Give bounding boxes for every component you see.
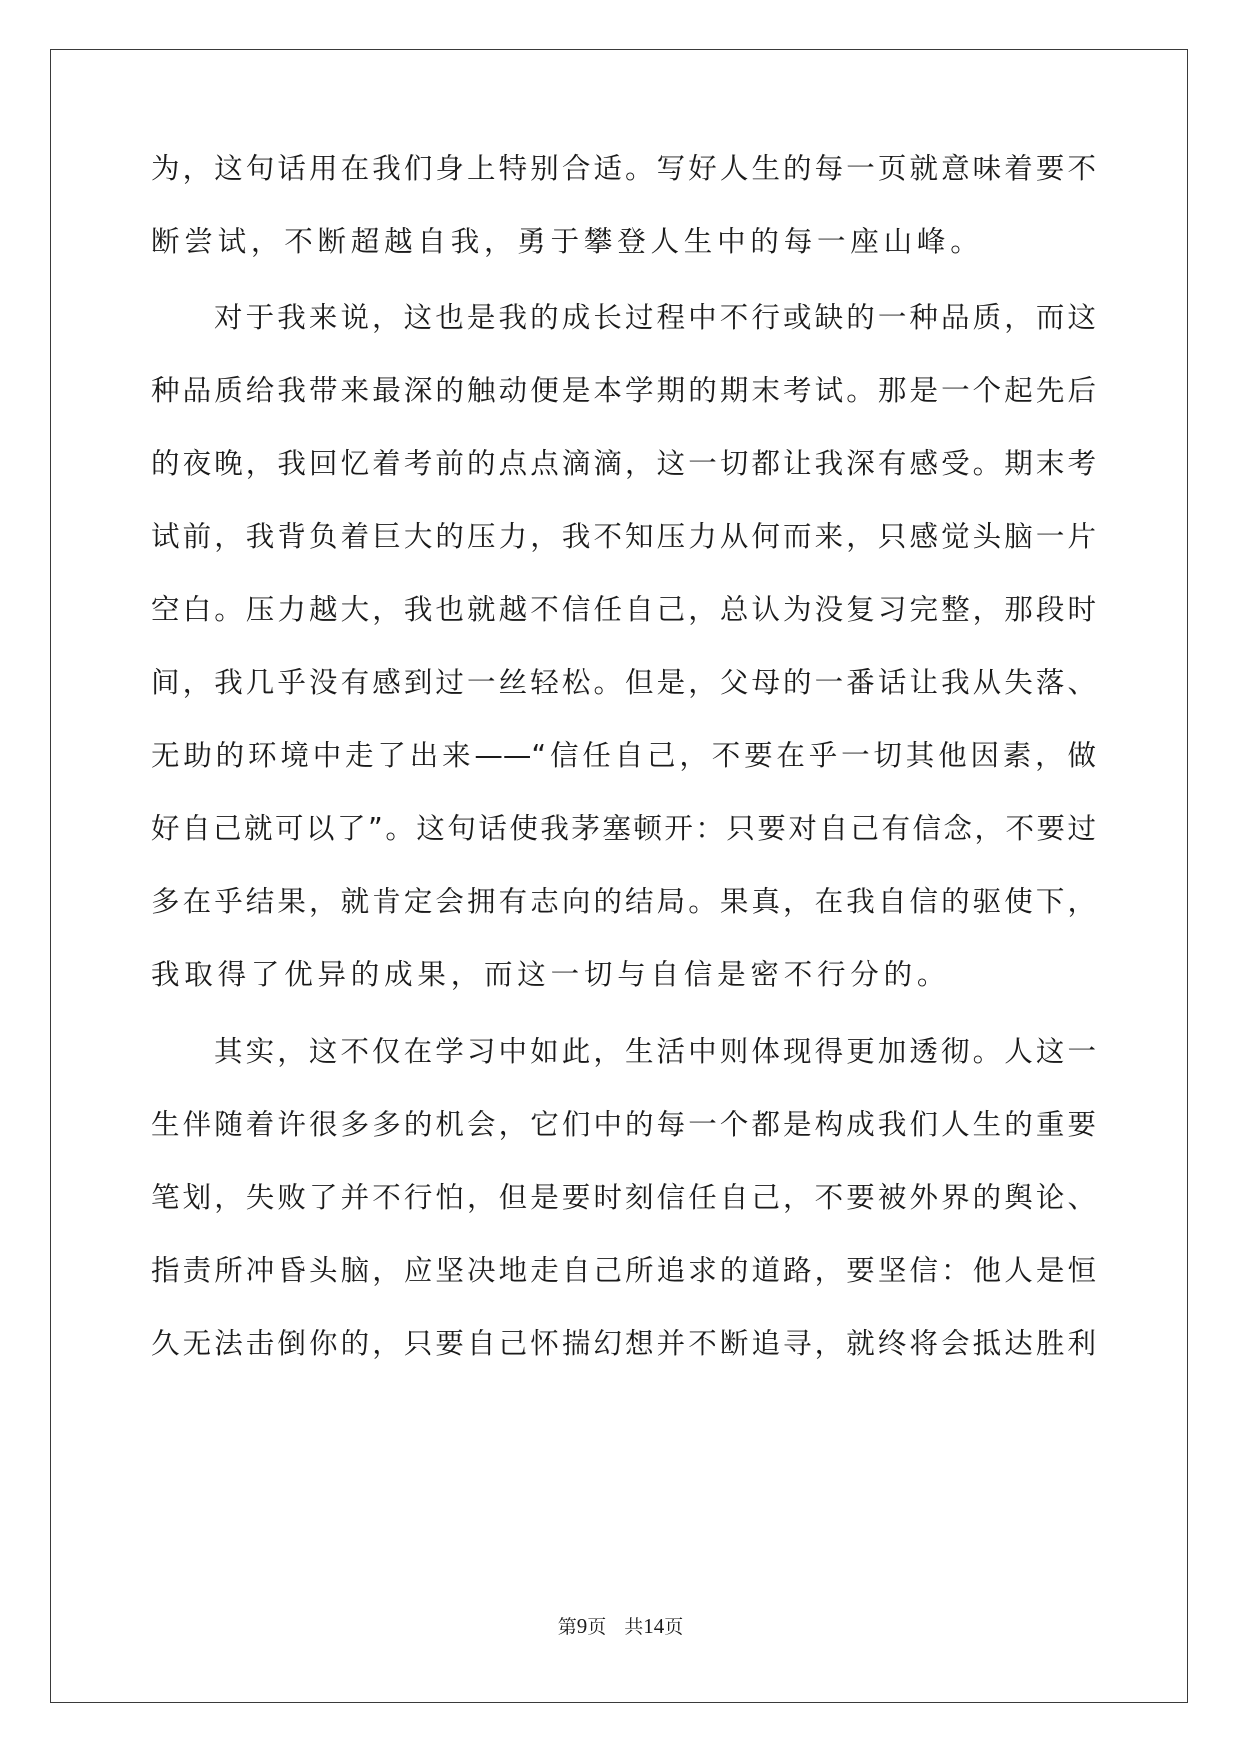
- page-footer: [0, 1612, 1241, 1639]
- text-line: 的夜晚，我回忆着考前的点点滴滴，这一切都让我深有感受。期末考: [151, 447, 1096, 480]
- text-line: 间，我几乎没有感到过一丝轻松。但是，父母的一番话让我从失落、: [151, 666, 1096, 699]
- page-suffix: 页: [587, 1616, 607, 1638]
- text-line: 无助的环境中走了出来——“信任自己，不要在乎一切其他因素，做: [151, 739, 1096, 772]
- text-line: 生伴随着许很多多的机会，它们中的每一个都是构成我们人生的重要: [151, 1108, 1096, 1141]
- paragraph-first-line: 其实，这不仅在学习中如此，生活中则体现得更加透彻。人这一: [214, 1035, 1096, 1068]
- text-line: 为，这句话用在我们身上特别合适。写好人生的每一页就意味着要不: [151, 152, 1096, 185]
- page-total: 14: [643, 1614, 665, 1638]
- text-line: 种品质给我带来最深的触动便是本学期的期末考试。那是一个起先后: [151, 374, 1096, 407]
- page-prefix: 第: [557, 1616, 577, 1638]
- text-line: 我取得了优异的成果，而这一切与自信是密不行分的。: [151, 958, 951, 991]
- page-current: 9: [576, 1614, 588, 1638]
- text-line: 好自己就可以了”。这句话使我茅塞顿开：只要对自己有信念，不要过: [151, 812, 1096, 845]
- text-line: 指责所冲昏头脑，应坚决地走自己所追求的道路，要坚信：他人是恒: [151, 1254, 1096, 1287]
- text-line: 空白。压力越大，我也就越不信任自己，总认为没复习完整，那段时: [151, 593, 1096, 626]
- text-line: 试前，我背负着巨大的压力，我不知压力从何而来，只感觉头脑一片: [151, 520, 1096, 553]
- text-line: 断尝试，不断超越自我，勇于攀登人生中的每一座山峰。: [151, 225, 984, 258]
- paragraph-first-line: 对于我来说，这也是我的成长过程中不行或缺的一种品质，而这: [214, 301, 1096, 334]
- total-prefix: 共: [624, 1616, 644, 1638]
- text-line: 久无法击倒你的，只要自己怀揣幻想并不断追寻，就终将会抵达胜利: [151, 1327, 1096, 1360]
- total-suffix: 页: [664, 1616, 684, 1638]
- text-line: 多在乎结果，就肯定会拥有志向的结局。果真，在我自信的驱使下，: [151, 885, 1096, 918]
- text-line: 笔划，失败了并不行怕，但是要时刻信任自己，不要被外界的舆论、: [151, 1181, 1096, 1214]
